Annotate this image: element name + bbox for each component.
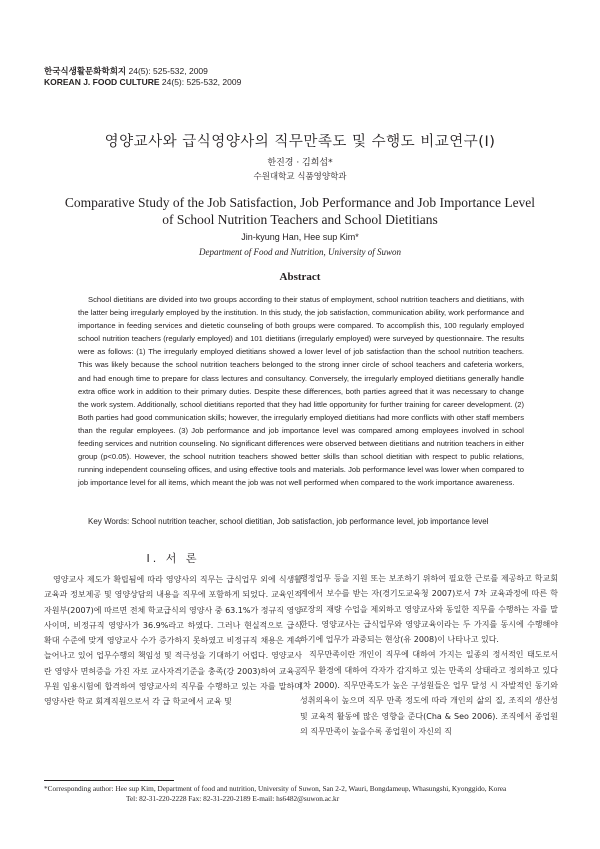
body-paragraph: 영양교사 제도가 확립됨에 따라 영양사의 직무는 급식업무 외에 식생활 교육과 정보제공 및 영양상담의 내용을 직무에 포함하게 되었다. 교육인적자원부(2007)에 따르면 전체 학교급식의 영양사 중 63.1%가 정규직 영양사이며, 비정규직 영양사가 36.9%라고 하였다. 그러나 현실적으로 급식 확대 수준에 맞게 영양교사 수가 증가하지 못하였고 비정규직 채용은 계속 늘어나고 있어 업무수행의 책임성 및 적극성을 기대하기 어렵다. 영양교사란 영양사 면허증을 가진 자로 교사자격기준을 충족(강 2003)하여 교육공무원 임용시험에 합격하여 영양교사의 직무를 수행하고 있는 자를 말하며 영양사란 학교 회계직원으로서 각 급 학교에서 교육 및 <box>44 575 302 707</box>
authors-en: Jin-kyung Han, Hee sup Kim* <box>241 232 359 242</box>
paper-title-en <box>0 194 600 228</box>
affiliation-en: Department of Food and Nutrition, University of Suwon <box>199 247 401 257</box>
paper-title-en-line2: of School Nutrition Teachers and School Dietitians <box>162 212 438 227</box>
footnote-divider <box>44 780 174 781</box>
journal-header-en <box>44 77 241 88</box>
journal-name-ko: 한국식생활문화학회지 <box>44 66 127 76</box>
body-paragraph: 직무만족이란 개인이 직무에 대하여 가지는 일종의 정서적인 태도로서 직무 환경에 대하여 각자가 감지하고 있는 만족의 상태라고 정의하고 있다(차 2000). 직무만족도가 높은 구성원들은 업무 달성 시 자발적인 동기와 성취의욕이 높으며 직무 만족 정도에 따라 개인의 삶의 질, 조직의 생산성 및 교육적 활동에 많은 영향을 준다(Cha & Seo 2006). 조직에서 종업원의 직무만족이 높을수록 종업원이 자신의 직 <box>300 650 558 736</box>
abstract-heading: Abstract <box>279 271 321 283</box>
keywords-text: School nutrition teacher, school dietitian, Job satisfaction, job performance level, job importance level <box>129 517 489 526</box>
authors-ko: 한진경 · 김희섭* <box>267 158 333 168</box>
footnote-line: *Corresponding author: Hee sup Kim, Department of food and nutrition, University of Suwon, San 2-2, Wauri, Bongdameup, Whasungshi, Kyonggido, Korea <box>44 784 507 793</box>
corresponding-author-footnote <box>44 784 564 804</box>
journal-name-en: KOREAN J. FOOD CULTURE <box>44 77 160 87</box>
keywords <box>88 517 528 526</box>
abstract-text: School dietitians are divided into two groups according to their status of employment, school nutrition teachers and dietitians, with the latter being irregularly employed by the institution. In this study, the job satisfaction, communication ability, work performance and importance in feeding services and dietetic counseling of both groups were compared. To accomplish this, 100 regularly employed school nutrition teachers (regularly employed) and 101 dietitians (irregularly employed) were surveyed by questionnaire. The results were as follows: (1) The irregularly employed dietitians showed a lower level of job satisfaction than the school nutrition teachers. This was likely because the school nutrition teachers belonged to the strong inner circle of school teachers and cafeteria workers, and had enough time to prepare for class lectures and consultancy. Conversely, the irregularly employed dietitians generally handle extra office work in addition to their primary duties. Despite these differences, both parties agreed that it was necessary to change the work system. Additionally, school dietitians reported that they had little opportunity for further training for career development. (2) Both parties had good communication skills; however, the irregularly employed dietitians had more conflicts with other staff members than the regular employees. (3) Job performance and job importance level was compared among employees involved in school feeding services and nutrition counseling. No significant differences were observed between dietitians and nutrition teachers in either group (p<0.05). However, the school nutrition teachers showed better skills than school dietitian with respect to public relations, running independent counseling offices, and using effective tools and materials. Job performance level was lower when compared to job importance level for all items, which meant the job was not well performed when compared to the work importance awareness. <box>78 295 524 488</box>
journal-header-ko <box>44 66 241 77</box>
journal-citation-en: 24(5): 525-532, 2009 <box>159 77 242 87</box>
paper-title-ko: 영양교사와 급식영양사의 직무만족도 및 수행도 비교연구(I) <box>104 134 496 150</box>
footnote-contact-line: Tel: 82-31-220-2228 Fax: 82-31-220-2189 E-mail: hs6482@suwon.ac.kr <box>126 794 340 803</box>
body-column-right <box>300 571 558 739</box>
section-heading-introduction: I. 서 론 <box>146 552 200 565</box>
body-paragraph: 행정업무 등을 지원 또는 보조하기 위하여 필요한 근로를 제공하고 학교회계에서 보수를 받는 자(경기도교육청 2007)로서 7차 교육과정에 따른 학교장의 재량 수업을 제외하고 영양교사와 동일한 직무를 수행하는 자를 말한다. 영양교사는 급식업무와 영양교육이라는 두 가지를 동시에 수행해야 하기에 업무가 과중되는 현상(유 2008)이 나타나고 있다. <box>300 574 558 645</box>
keywords-label: Key Words: <box>88 517 130 526</box>
journal-citation-ko: 24(5): 525-532, 2009 <box>126 66 208 76</box>
affiliation-ko: 수원대학교 식품영양학과 <box>253 172 347 182</box>
paper-title-en-line1: Comparative Study of the Job Satisfaction, Job Performance and Job Importance Level <box>64 195 536 210</box>
journal-header <box>44 66 241 88</box>
body-column-left <box>44 548 302 710</box>
